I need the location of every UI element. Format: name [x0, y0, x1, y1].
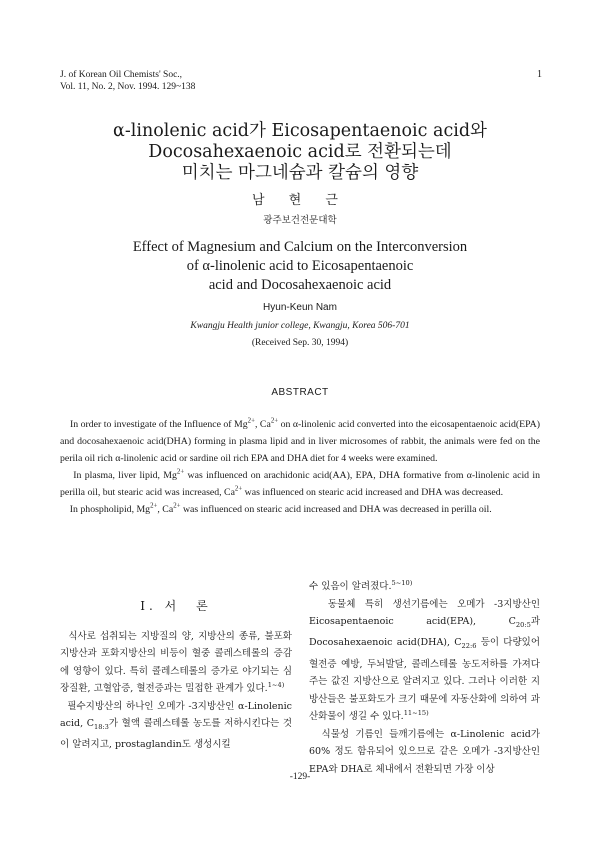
subscript: 18:3 — [93, 722, 109, 731]
korean-author: 남 현 근 — [252, 193, 348, 208]
english-title-line: of α-linolenic acid to Eicosapentaenoic — [186, 258, 414, 274]
superscript: 2+ — [173, 502, 181, 510]
journal-name: J. of Korean Oil Chemists' Soc., — [60, 70, 183, 80]
body-paragraph — [60, 628, 292, 698]
text-run: 수 있음이 알려졌다. — [309, 581, 392, 592]
text-run: 등이 다량있어 혈전증 예방, 두뇌발달, 콜레스테롤 농도저하를 가져다주는 값진 지방산으로 알려지고 있다. 그러나 이러한 지방산들은 불포화도가 크기 때문에 자동산화에 의하여 과산화물이 생길 수 있다. — [309, 637, 541, 723]
body-paragraph — [309, 596, 540, 726]
abstract-paragraph — [60, 416, 540, 467]
text-run: In phospholipid, Mg — [69, 504, 151, 515]
abstract-paragraph — [60, 501, 540, 518]
english-title-line: Effect of Magnesium and Calcium on the Interconversion — [132, 239, 468, 255]
english-title — [0, 238, 600, 295]
reference-superscript: 1~4) — [267, 680, 285, 689]
text-run: 필수지방산의 하나인 오메가 -3지방산인 α-Linolenic acid, C — [60, 700, 292, 729]
text-run: In order to investigate of the Influence of Mg — [69, 419, 248, 430]
korean-affiliation: 광주보건전문대학 — [263, 215, 337, 226]
superscript: 2+ — [150, 502, 158, 510]
korean-title-line: 미치는 마그네슘과 칼슘의 영향 — [181, 163, 419, 183]
body-paragraph — [309, 578, 540, 596]
korean-title-line: Docosahexaenoic acid로 전환되는데 — [148, 142, 452, 162]
reference-superscript: 11~15) — [403, 709, 429, 718]
text-run: , Ca — [254, 419, 271, 430]
superscript: 2+ — [270, 417, 279, 425]
english-author: Hyun-Keun Nam — [263, 302, 337, 313]
subscript: 22:6 — [461, 642, 477, 651]
abstract-heading: ABSTRACT — [271, 387, 329, 398]
abstract-body — [60, 416, 540, 518]
text-run: , Ca — [157, 504, 174, 515]
received-date: (Received Sep. 30, 1994) — [251, 338, 349, 348]
text-run: In plasma, liver lipid, Mg — [73, 470, 177, 481]
body-paragraph — [60, 698, 292, 754]
text-run: 식물성 기름인 들깨기름에는 α-Linolenic acid가 60% 정도 함유되어 있으므로 같은 오메가 -3지방산인 EPA와 DHA로 체내에서 전환되면 가장 이상 — [309, 728, 540, 775]
text-run: on α-linolenic acid converted into the eicosapentaenoic acid(EPA) and docosahexaenoic acid(DHA) forming in plasma lipid and in liver microsomes of rabbit, the animals were fed on the perila oil rich α-linolenic acid or sardine oil rich EPA and DHA diet for 4 weeks were examined. — [60, 419, 541, 464]
text-run: 과 Docosahexaenoic acid(DHA), C — [309, 616, 540, 649]
page-number: 1 — [537, 69, 542, 80]
section-heading-introduction: I. 서 론 — [140, 599, 212, 613]
body-column-right — [309, 578, 540, 778]
subscript: 20:5 — [515, 620, 531, 629]
journal-citation — [60, 69, 195, 93]
korean-title-line: α-linolenic acid가 Eicosapentaenoic acid와 — [113, 121, 487, 141]
page-footer: -129- — [289, 772, 311, 782]
text-run: 가 혈액 콜레스테롤 농도를 저하시킨다는 것이 알려지고, prostaglandin도 생성시킬 — [60, 718, 292, 751]
superscript: 2+ — [234, 485, 243, 493]
text-run: was influenced on stearic acid increased and DHA was decreased in perilla oil. — [180, 504, 492, 515]
superscript: 2+ — [176, 468, 185, 476]
text-run: 식사로 섭취되는 지방질의 양, 지방산의 종류, 불포화지방산과 포화지방산의 비등이 혈중 콜레스테롤의 증감에 영향이 있다. 특히 콜레스테롤의 증가로 야기되는 심장질환, 고혈압증, 혈전증과는 밀접한 관계가 있다. — [60, 630, 292, 694]
korean-title — [0, 121, 600, 184]
text-run: 동물체 특히 생선기름에는 오메가 -3지방산인 Eicosapentaenoic acid(EPA), C — [309, 598, 540, 627]
abstract-paragraph — [60, 467, 540, 501]
english-title-line: acid and Docosahexaenoic acid — [208, 277, 392, 293]
reference-superscript: 5~10) — [391, 578, 413, 587]
english-affiliation: Kwangju Health junior college, Kwangju, Korea 506-701 — [190, 321, 410, 331]
journal-volume: Vol. 11, No. 2, Nov. 1994. 129~138 — [60, 82, 196, 92]
text-run: was influenced on arachidonic acid(AA), EPA, DHA formative from α-linolenic acid in perilla oil, but stearic acid was increased, Ca — [60, 470, 541, 498]
body-column-left — [60, 578, 292, 754]
body-paragraph — [309, 726, 540, 779]
text-run: was influenced on stearic acid increased and DHA was decreased. — [242, 487, 504, 498]
superscript: 2+ — [247, 417, 255, 425]
